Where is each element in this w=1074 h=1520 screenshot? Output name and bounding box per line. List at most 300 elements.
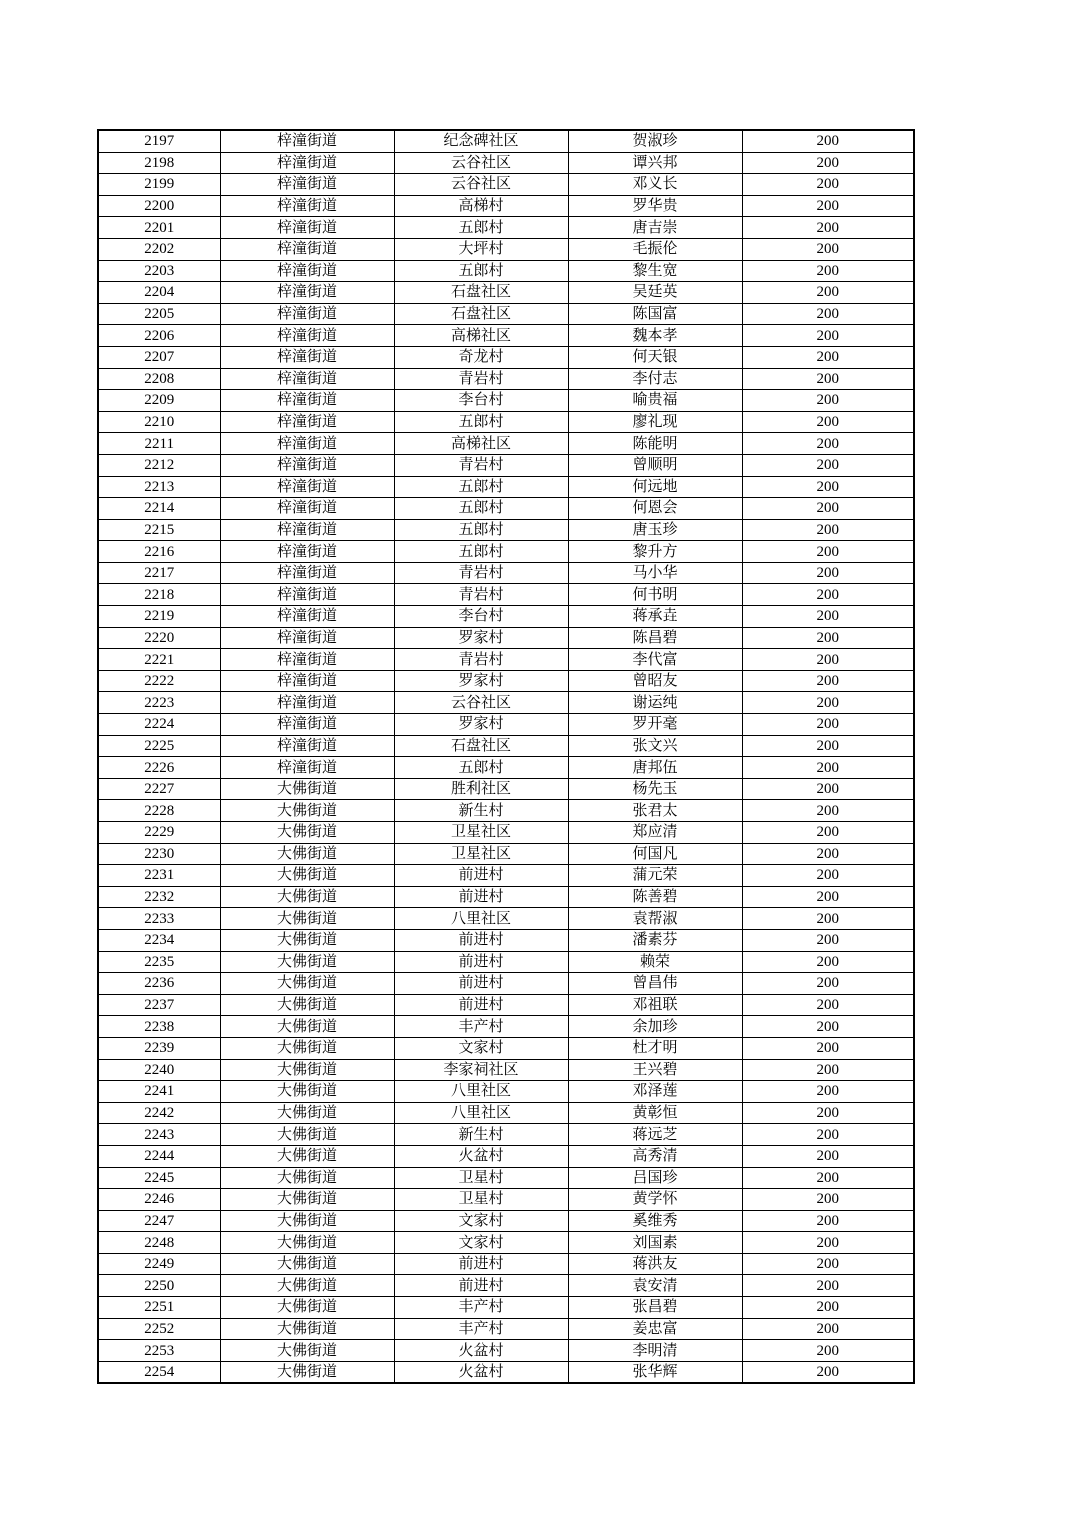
street-cell: 梓潼街道 xyxy=(220,454,394,476)
community-cell: 丰产村 xyxy=(394,1297,568,1319)
table-row xyxy=(98,1167,914,1189)
table-body xyxy=(98,130,914,1383)
serial-number-cell: 2237 xyxy=(98,994,220,1016)
table-row xyxy=(98,1297,914,1319)
amount-cell: 200 xyxy=(742,346,914,368)
community-cell: 卫星社区 xyxy=(394,822,568,844)
amount-cell: 200 xyxy=(742,1059,914,1081)
street-cell: 梓潼街道 xyxy=(220,152,394,174)
community-cell: 五郎村 xyxy=(394,757,568,779)
serial-number-cell: 2246 xyxy=(98,1189,220,1211)
serial-number-cell: 2236 xyxy=(98,973,220,995)
community-cell: 文家村 xyxy=(394,1037,568,1059)
serial-number-cell: 2251 xyxy=(98,1297,220,1319)
amount-cell: 200 xyxy=(742,368,914,390)
table-row xyxy=(98,325,914,347)
amount-cell: 200 xyxy=(742,217,914,239)
serial-number-cell: 2247 xyxy=(98,1210,220,1232)
table-row xyxy=(98,541,914,563)
name-cell: 陈善碧 xyxy=(568,886,742,908)
name-cell: 吴廷英 xyxy=(568,282,742,304)
table-row xyxy=(98,1081,914,1103)
community-cell: 火盆村 xyxy=(394,1145,568,1167)
amount-cell: 200 xyxy=(742,1361,914,1383)
street-cell: 梓潼街道 xyxy=(220,735,394,757)
name-cell: 唐玉珍 xyxy=(568,519,742,541)
name-cell: 何国凡 xyxy=(568,843,742,865)
community-cell: 五郎村 xyxy=(394,476,568,498)
amount-cell: 200 xyxy=(742,1124,914,1146)
serial-number-cell: 2211 xyxy=(98,433,220,455)
community-cell: 前进村 xyxy=(394,1275,568,1297)
table-row xyxy=(98,1037,914,1059)
street-cell: 梓潼街道 xyxy=(220,476,394,498)
amount-cell: 200 xyxy=(742,778,914,800)
table-row xyxy=(98,1275,914,1297)
street-cell: 大佛街道 xyxy=(220,1059,394,1081)
street-cell: 大佛街道 xyxy=(220,843,394,865)
name-cell: 曾顺明 xyxy=(568,454,742,476)
street-cell: 梓潼街道 xyxy=(220,606,394,628)
serial-number-cell: 2228 xyxy=(98,800,220,822)
name-cell: 蒋远芝 xyxy=(568,1124,742,1146)
serial-number-cell: 2243 xyxy=(98,1124,220,1146)
table-row xyxy=(98,368,914,390)
street-cell: 大佛街道 xyxy=(220,994,394,1016)
amount-cell: 200 xyxy=(742,282,914,304)
community-cell: 火盆村 xyxy=(394,1361,568,1383)
street-cell: 大佛街道 xyxy=(220,1189,394,1211)
amount-cell: 200 xyxy=(742,757,914,779)
serial-number-cell: 2224 xyxy=(98,714,220,736)
serial-number-cell: 2248 xyxy=(98,1232,220,1254)
street-cell: 梓潼街道 xyxy=(220,670,394,692)
name-cell: 邓祖联 xyxy=(568,994,742,1016)
community-cell: 罗家村 xyxy=(394,627,568,649)
amount-cell: 200 xyxy=(742,929,914,951)
street-cell: 梓潼街道 xyxy=(220,541,394,563)
serial-number-cell: 2215 xyxy=(98,519,220,541)
street-cell: 大佛街道 xyxy=(220,1232,394,1254)
amount-cell: 200 xyxy=(742,1275,914,1297)
community-cell: 卫星社区 xyxy=(394,843,568,865)
table-row xyxy=(98,886,914,908)
street-cell: 梓潼街道 xyxy=(220,130,394,152)
name-cell: 邓泽莲 xyxy=(568,1081,742,1103)
table-row xyxy=(98,390,914,412)
table-row xyxy=(98,1361,914,1383)
table-row xyxy=(98,670,914,692)
community-cell: 五郎村 xyxy=(394,541,568,563)
community-cell: 八里社区 xyxy=(394,1081,568,1103)
street-cell: 大佛街道 xyxy=(220,973,394,995)
amount-cell: 200 xyxy=(742,152,914,174)
name-cell: 蒲元荣 xyxy=(568,865,742,887)
serial-number-cell: 2220 xyxy=(98,627,220,649)
community-cell: 李台村 xyxy=(394,390,568,412)
serial-number-cell: 2235 xyxy=(98,951,220,973)
community-cell: 前进村 xyxy=(394,951,568,973)
amount-cell: 200 xyxy=(742,130,914,152)
amount-cell: 200 xyxy=(742,238,914,260)
community-cell: 罗家村 xyxy=(394,714,568,736)
community-cell: 奇龙村 xyxy=(394,346,568,368)
street-cell: 梓潼街道 xyxy=(220,714,394,736)
serial-number-cell: 2222 xyxy=(98,670,220,692)
street-cell: 大佛街道 xyxy=(220,1297,394,1319)
street-cell: 梓潼街道 xyxy=(220,627,394,649)
street-cell: 梓潼街道 xyxy=(220,174,394,196)
community-cell: 前进村 xyxy=(394,929,568,951)
name-cell: 毛振伦 xyxy=(568,238,742,260)
table-row xyxy=(98,692,914,714)
street-cell: 梓潼街道 xyxy=(220,303,394,325)
community-cell: 云谷社区 xyxy=(394,692,568,714)
amount-cell: 200 xyxy=(742,606,914,628)
table-row xyxy=(98,1145,914,1167)
table-row xyxy=(98,908,914,930)
amount-cell: 200 xyxy=(742,1340,914,1362)
amount-cell: 200 xyxy=(742,519,914,541)
table-row xyxy=(98,822,914,844)
serial-number-cell: 2249 xyxy=(98,1253,220,1275)
street-cell: 大佛街道 xyxy=(220,1340,394,1362)
serial-number-cell: 2254 xyxy=(98,1361,220,1383)
serial-number-cell: 2234 xyxy=(98,929,220,951)
amount-cell: 200 xyxy=(742,1081,914,1103)
amount-cell: 200 xyxy=(742,1016,914,1038)
community-cell: 前进村 xyxy=(394,973,568,995)
street-cell: 大佛街道 xyxy=(220,800,394,822)
amount-cell: 200 xyxy=(742,822,914,844)
amount-cell: 200 xyxy=(742,1253,914,1275)
serial-number-cell: 2253 xyxy=(98,1340,220,1362)
community-cell: 纪念碑社区 xyxy=(394,130,568,152)
community-cell: 胜利社区 xyxy=(394,778,568,800)
street-cell: 梓潼街道 xyxy=(220,346,394,368)
name-cell: 李明清 xyxy=(568,1340,742,1362)
table-row xyxy=(98,1124,914,1146)
table-row xyxy=(98,951,914,973)
table-row xyxy=(98,627,914,649)
serial-number-cell: 2214 xyxy=(98,498,220,520)
amount-cell: 200 xyxy=(742,562,914,584)
name-cell: 邓义长 xyxy=(568,174,742,196)
name-cell: 魏本孝 xyxy=(568,325,742,347)
serial-number-cell: 2217 xyxy=(98,562,220,584)
community-cell: 青岩村 xyxy=(394,562,568,584)
table-row xyxy=(98,800,914,822)
street-cell: 梓潼街道 xyxy=(220,692,394,714)
serial-number-cell: 2230 xyxy=(98,843,220,865)
serial-number-cell: 2212 xyxy=(98,454,220,476)
community-cell: 新生村 xyxy=(394,800,568,822)
serial-number-cell: 2198 xyxy=(98,152,220,174)
serial-number-cell: 2221 xyxy=(98,649,220,671)
community-cell: 大坪村 xyxy=(394,238,568,260)
name-cell: 何恩会 xyxy=(568,498,742,520)
amount-cell: 200 xyxy=(742,303,914,325)
amount-cell: 200 xyxy=(742,714,914,736)
amount-cell: 200 xyxy=(742,1318,914,1340)
name-cell: 王兴碧 xyxy=(568,1059,742,1081)
name-cell: 杜才明 xyxy=(568,1037,742,1059)
amount-cell: 200 xyxy=(742,735,914,757)
amount-cell: 200 xyxy=(742,1232,914,1254)
table-row xyxy=(98,217,914,239)
table-row xyxy=(98,1016,914,1038)
amount-cell: 200 xyxy=(742,260,914,282)
serial-number-cell: 2208 xyxy=(98,368,220,390)
community-cell: 丰产村 xyxy=(394,1318,568,1340)
name-cell: 奚维秀 xyxy=(568,1210,742,1232)
street-cell: 梓潼街道 xyxy=(220,238,394,260)
street-cell: 梓潼街道 xyxy=(220,368,394,390)
name-cell: 何远地 xyxy=(568,476,742,498)
table-row xyxy=(98,1318,914,1340)
name-cell: 黎生宽 xyxy=(568,260,742,282)
serial-number-cell: 2242 xyxy=(98,1102,220,1124)
amount-cell: 200 xyxy=(742,800,914,822)
table-row xyxy=(98,519,914,541)
street-cell: 梓潼街道 xyxy=(220,325,394,347)
community-cell: 八里社区 xyxy=(394,1102,568,1124)
amount-cell: 200 xyxy=(742,627,914,649)
community-cell: 五郎村 xyxy=(394,260,568,282)
community-cell: 李台村 xyxy=(394,606,568,628)
street-cell: 大佛街道 xyxy=(220,886,394,908)
name-cell: 陈能明 xyxy=(568,433,742,455)
serial-number-cell: 2200 xyxy=(98,195,220,217)
community-cell: 青岩村 xyxy=(394,649,568,671)
amount-cell: 200 xyxy=(742,433,914,455)
street-cell: 梓潼街道 xyxy=(220,217,394,239)
name-cell: 罗开毫 xyxy=(568,714,742,736)
amount-cell: 200 xyxy=(742,670,914,692)
serial-number-cell: 2199 xyxy=(98,174,220,196)
name-cell: 马小华 xyxy=(568,562,742,584)
serial-number-cell: 2218 xyxy=(98,584,220,606)
street-cell: 梓潼街道 xyxy=(220,519,394,541)
table-row xyxy=(98,195,914,217)
serial-number-cell: 2202 xyxy=(98,238,220,260)
name-cell: 袁帮淑 xyxy=(568,908,742,930)
amount-cell: 200 xyxy=(742,195,914,217)
table-row xyxy=(98,1232,914,1254)
street-cell: 大佛街道 xyxy=(220,908,394,930)
amount-cell: 200 xyxy=(742,411,914,433)
amount-cell: 200 xyxy=(742,843,914,865)
community-cell: 五郎村 xyxy=(394,519,568,541)
street-cell: 大佛街道 xyxy=(220,1016,394,1038)
amount-cell: 200 xyxy=(742,692,914,714)
street-cell: 大佛街道 xyxy=(220,1210,394,1232)
amount-cell: 200 xyxy=(742,865,914,887)
street-cell: 梓潼街道 xyxy=(220,195,394,217)
table-row xyxy=(98,238,914,260)
street-cell: 大佛街道 xyxy=(220,1081,394,1103)
amount-cell: 200 xyxy=(742,1145,914,1167)
serial-number-cell: 2209 xyxy=(98,390,220,412)
name-cell: 张华辉 xyxy=(568,1361,742,1383)
table-row xyxy=(98,1189,914,1211)
community-cell: 高梯社区 xyxy=(394,325,568,347)
table-row xyxy=(98,714,914,736)
community-cell: 新生村 xyxy=(394,1124,568,1146)
name-cell: 何天银 xyxy=(568,346,742,368)
name-cell: 张文兴 xyxy=(568,735,742,757)
serial-number-cell: 2227 xyxy=(98,778,220,800)
table-row xyxy=(98,454,914,476)
street-cell: 大佛街道 xyxy=(220,951,394,973)
community-cell: 五郎村 xyxy=(394,411,568,433)
name-cell: 黄彰恒 xyxy=(568,1102,742,1124)
amount-cell: 200 xyxy=(742,390,914,412)
community-cell: 云谷社区 xyxy=(394,152,568,174)
table-row xyxy=(98,411,914,433)
table-row xyxy=(98,346,914,368)
street-cell: 大佛街道 xyxy=(220,1318,394,1340)
street-cell: 大佛街道 xyxy=(220,1102,394,1124)
community-cell: 青岩村 xyxy=(394,454,568,476)
street-cell: 大佛街道 xyxy=(220,1253,394,1275)
street-cell: 大佛街道 xyxy=(220,778,394,800)
name-cell: 曾昭友 xyxy=(568,670,742,692)
serial-number-cell: 2238 xyxy=(98,1016,220,1038)
community-cell: 高梯村 xyxy=(394,195,568,217)
street-cell: 大佛街道 xyxy=(220,1275,394,1297)
amount-cell: 200 xyxy=(742,973,914,995)
community-cell: 前进村 xyxy=(394,886,568,908)
name-cell: 郑应清 xyxy=(568,822,742,844)
name-cell: 廖礼现 xyxy=(568,411,742,433)
street-cell: 梓潼街道 xyxy=(220,562,394,584)
street-cell: 梓潼街道 xyxy=(220,282,394,304)
serial-number-cell: 2213 xyxy=(98,476,220,498)
table-row xyxy=(98,433,914,455)
serial-number-cell: 2206 xyxy=(98,325,220,347)
street-cell: 梓潼街道 xyxy=(220,584,394,606)
table-row xyxy=(98,606,914,628)
serial-number-cell: 2203 xyxy=(98,260,220,282)
table-row xyxy=(98,865,914,887)
street-cell: 大佛街道 xyxy=(220,929,394,951)
name-cell: 唐吉崇 xyxy=(568,217,742,239)
amount-cell: 200 xyxy=(742,649,914,671)
name-cell: 余加珍 xyxy=(568,1016,742,1038)
table-row xyxy=(98,843,914,865)
amount-cell: 200 xyxy=(742,1037,914,1059)
table-row xyxy=(98,476,914,498)
community-cell: 丰产村 xyxy=(394,1016,568,1038)
community-cell: 青岩村 xyxy=(394,584,568,606)
name-cell: 赖荣 xyxy=(568,951,742,973)
table-row xyxy=(98,973,914,995)
serial-number-cell: 2245 xyxy=(98,1167,220,1189)
amount-cell: 200 xyxy=(742,908,914,930)
serial-number-cell: 2252 xyxy=(98,1318,220,1340)
community-cell: 石盘社区 xyxy=(394,303,568,325)
table-row xyxy=(98,1340,914,1362)
name-cell: 杨先玉 xyxy=(568,778,742,800)
amount-cell: 200 xyxy=(742,476,914,498)
street-cell: 梓潼街道 xyxy=(220,433,394,455)
data-table xyxy=(97,129,915,1384)
community-cell: 李家祠社区 xyxy=(394,1059,568,1081)
amount-cell: 200 xyxy=(742,1210,914,1232)
serial-number-cell: 2244 xyxy=(98,1145,220,1167)
serial-number-cell: 2241 xyxy=(98,1081,220,1103)
community-cell: 高梯社区 xyxy=(394,433,568,455)
serial-number-cell: 2216 xyxy=(98,541,220,563)
table-row xyxy=(98,174,914,196)
amount-cell: 200 xyxy=(742,1167,914,1189)
amount-cell: 200 xyxy=(742,454,914,476)
amount-cell: 200 xyxy=(742,1189,914,1211)
table-row xyxy=(98,994,914,1016)
community-cell: 石盘社区 xyxy=(394,282,568,304)
street-cell: 大佛街道 xyxy=(220,1361,394,1383)
community-cell: 八里社区 xyxy=(394,908,568,930)
name-cell: 陈昌碧 xyxy=(568,627,742,649)
serial-number-cell: 2225 xyxy=(98,735,220,757)
amount-cell: 200 xyxy=(742,325,914,347)
table-row xyxy=(98,757,914,779)
serial-number-cell: 2231 xyxy=(98,865,220,887)
community-cell: 前进村 xyxy=(394,865,568,887)
community-cell: 五郎村 xyxy=(394,217,568,239)
table-row xyxy=(98,649,914,671)
amount-cell: 200 xyxy=(742,584,914,606)
amount-cell: 200 xyxy=(742,1297,914,1319)
table-row xyxy=(98,1059,914,1081)
serial-number-cell: 2207 xyxy=(98,346,220,368)
serial-number-cell: 2240 xyxy=(98,1059,220,1081)
community-cell: 前进村 xyxy=(394,1253,568,1275)
street-cell: 梓潼街道 xyxy=(220,757,394,779)
street-cell: 大佛街道 xyxy=(220,865,394,887)
amount-cell: 200 xyxy=(742,174,914,196)
name-cell: 曾昌伟 xyxy=(568,973,742,995)
name-cell: 喻贵福 xyxy=(568,390,742,412)
name-cell: 蒋洪友 xyxy=(568,1253,742,1275)
table-row xyxy=(98,584,914,606)
name-cell: 潘素芬 xyxy=(568,929,742,951)
table-row xyxy=(98,498,914,520)
name-cell: 张昌碧 xyxy=(568,1297,742,1319)
table-row xyxy=(98,282,914,304)
name-cell: 袁安清 xyxy=(568,1275,742,1297)
serial-number-cell: 2239 xyxy=(98,1037,220,1059)
community-cell: 青岩村 xyxy=(394,368,568,390)
community-cell: 卫星村 xyxy=(394,1189,568,1211)
community-cell: 石盘社区 xyxy=(394,735,568,757)
name-cell: 贺淑珍 xyxy=(568,130,742,152)
table-row xyxy=(98,778,914,800)
community-cell: 文家村 xyxy=(394,1210,568,1232)
street-cell: 梓潼街道 xyxy=(220,390,394,412)
table-row xyxy=(98,1253,914,1275)
street-cell: 大佛街道 xyxy=(220,1145,394,1167)
table-row xyxy=(98,303,914,325)
amount-cell: 200 xyxy=(742,1102,914,1124)
serial-number-cell: 2205 xyxy=(98,303,220,325)
community-cell: 云谷社区 xyxy=(394,174,568,196)
table-row xyxy=(98,562,914,584)
name-cell: 李付志 xyxy=(568,368,742,390)
table-row xyxy=(98,1210,914,1232)
name-cell: 黎升方 xyxy=(568,541,742,563)
